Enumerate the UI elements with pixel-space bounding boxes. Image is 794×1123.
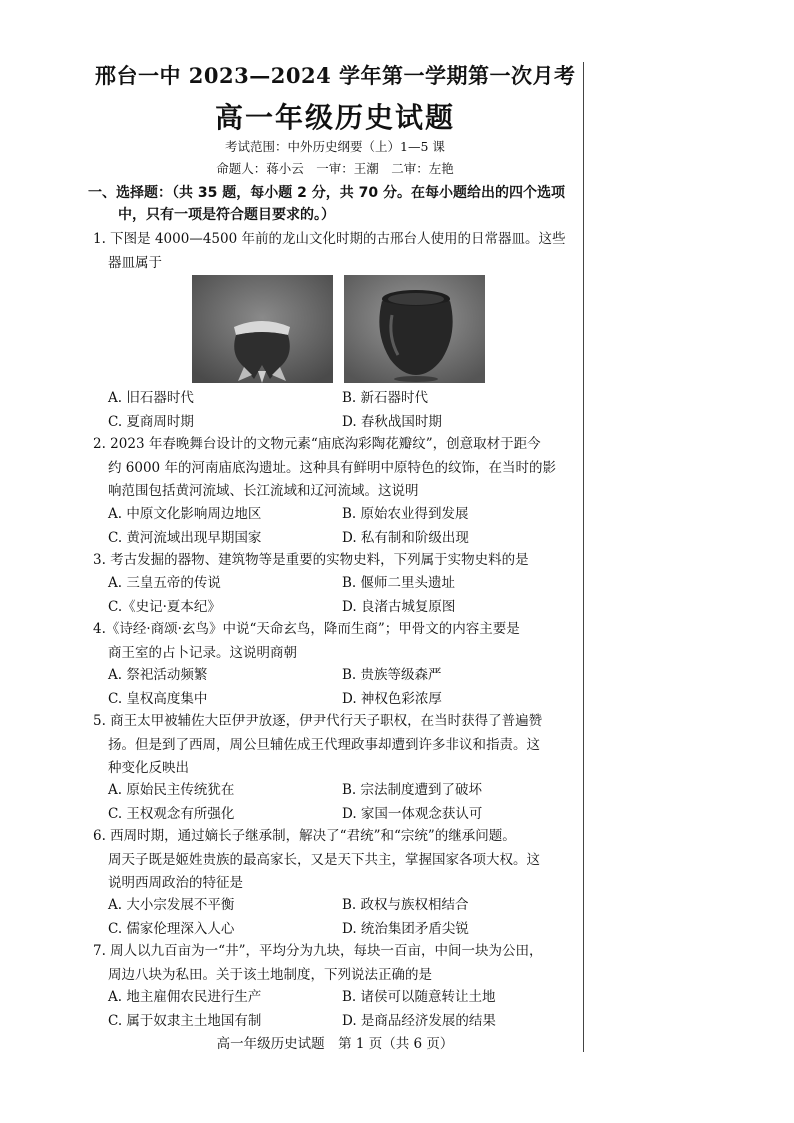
option-c[interactable]: C. 儒家伦理深入人心 bbox=[108, 920, 235, 937]
binding-line bbox=[583, 62, 584, 1052]
option-a[interactable]: A. 原始民主传统犹在 bbox=[108, 782, 235, 798]
question-6-line: 说明西周政治的特征是 bbox=[108, 875, 243, 891]
page-footer: 高一年级历史试题 第 1 页（共 6 页） bbox=[216, 1036, 454, 1052]
question-2-line: 响范围包括黄河流域、长江流域和辽河流域。这说明 bbox=[108, 483, 419, 499]
question-1-line: 1. 下图是 4000—4500 年前的龙山文化时期的古邢台人使用的日常器皿。这些 bbox=[93, 231, 566, 247]
option-a[interactable]: A. 大小宗发展不平衡 bbox=[108, 897, 235, 913]
pottery-photos bbox=[192, 275, 485, 383]
option-c[interactable]: C. 王权观念有所强化 bbox=[108, 805, 235, 822]
question-4-options bbox=[108, 664, 578, 711]
option-d[interactable]: D. 家国一体观念获认可 bbox=[342, 805, 483, 822]
option-a[interactable]: A. 中原文化影响周边地区 bbox=[108, 506, 262, 522]
option-b[interactable]: B. 偃师二里头遗址 bbox=[342, 575, 456, 591]
option-d[interactable]: D. 良渚古城复原图 bbox=[342, 598, 456, 615]
question-7-line: 7. 周人以九百亩为一“井”，平均分为九块，每块一百亩，中间一块为公田， bbox=[93, 943, 543, 959]
option-b[interactable]: B. 新石器时代 bbox=[342, 390, 429, 406]
question-5-line: 种变化反映出 bbox=[108, 760, 189, 776]
exam-scope: 考试范围：中外历史纲要（上）1—5 课 bbox=[225, 139, 445, 154]
section-heading-line2: 中，只有一项是符合题目要求的。） bbox=[118, 207, 335, 223]
question-2-options bbox=[108, 503, 578, 550]
option-c[interactable]: C.《史记·夏本纪》 bbox=[108, 598, 221, 615]
section-heading bbox=[88, 182, 578, 226]
question-5-options bbox=[108, 779, 578, 826]
question-3-options bbox=[108, 572, 578, 619]
question-7 bbox=[93, 940, 573, 987]
question-2-line: 2. 2023 年春晚舞台设计的文物元素“庙底沟彩陶花瓣纹”，创意取材于距今 bbox=[93, 436, 541, 452]
option-a[interactable]: A. 三皇五帝的传说 bbox=[108, 575, 221, 591]
question-1 bbox=[93, 228, 573, 275]
option-d[interactable]: D. 是商品经济发展的结果 bbox=[342, 1012, 496, 1029]
option-c[interactable]: C. 夏商周时期 bbox=[108, 413, 194, 430]
section-heading-line1: 一、选择题：（共 35 题，每小题 2 分，共 70 分。在每小题给出的四个选项 bbox=[88, 185, 565, 201]
question-1-options bbox=[108, 387, 578, 434]
exam-authors: 命题人：蒋小云 一审：王潮 二审：左艳 bbox=[216, 161, 454, 176]
question-5-line: 扬。但是到了西周，周公旦辅佐成王代理政事却遭到许多非议和指责。这 bbox=[108, 736, 540, 753]
question-4-line: 4.《诗经·商颂·玄鸟》中说“天命玄鸟，降而生商”；甲骨文的内容主要是 bbox=[93, 621, 520, 637]
option-a[interactable]: A. 地主雇佣农民进行生产 bbox=[108, 989, 262, 1005]
question-4-line: 商王室的占卜记录。这说明商朝 bbox=[108, 644, 297, 661]
option-a[interactable]: A. 旧石器时代 bbox=[108, 390, 194, 406]
question-3-line: 3. 考古发掘的器物、建筑物等是重要的实物史料，下列属于实物史料的是 bbox=[93, 552, 529, 568]
question-1-line: 器皿属于 bbox=[108, 254, 162, 271]
question-2 bbox=[93, 433, 573, 504]
option-d[interactable]: D. 私有制和阶级出现 bbox=[342, 529, 469, 546]
option-c[interactable]: C. 黄河流域出现早期国家 bbox=[108, 529, 262, 546]
option-d[interactable]: D. 神权色彩浓厚 bbox=[342, 690, 442, 707]
option-b[interactable]: B. 宗法制度遭到了破坏 bbox=[342, 782, 483, 798]
option-a[interactable]: A. 祭祀活动频繁 bbox=[108, 667, 208, 683]
option-b[interactable]: B. 原始农业得到发展 bbox=[342, 506, 469, 522]
pottery-tripod-photo bbox=[192, 275, 333, 383]
question-5 bbox=[93, 710, 573, 781]
option-b[interactable]: B. 贵族等级森严 bbox=[342, 667, 442, 683]
question-6-line: 周天子既是姬姓贵族的最高家长，又是天下共主，掌握国家各项大权。这 bbox=[108, 851, 540, 868]
option-d[interactable]: D. 统治集团矛盾尖锐 bbox=[342, 920, 469, 937]
option-c[interactable]: C. 皇权高度集中 bbox=[108, 690, 208, 707]
question-6 bbox=[93, 825, 573, 896]
question-6-options bbox=[108, 894, 578, 941]
question-5-line: 5. 商王太甲被辅佐大臣伊尹放逐，伊尹代行天子职权，在当时获得了普遍赞 bbox=[93, 713, 543, 729]
question-7-line: 周边八块为私田。关于该土地制度，下列说法正确的是 bbox=[108, 966, 432, 983]
exam-title: 邢台一中 2023—2024 学年第一学期第一次月考 bbox=[95, 63, 576, 88]
option-d[interactable]: D. 春秋战国时期 bbox=[342, 413, 442, 430]
option-b[interactable]: B. 诸侯可以随意转让土地 bbox=[342, 989, 496, 1005]
pottery-jar-photo bbox=[344, 275, 485, 383]
option-b[interactable]: B. 政权与族权相结合 bbox=[342, 897, 469, 913]
question-7-options bbox=[108, 986, 578, 1033]
question-2-line: 约 6000 年的河南庙底沟遗址。这种具有鲜明中原特色的纹饰，在当时的影 bbox=[108, 459, 556, 476]
question-4 bbox=[93, 618, 573, 665]
option-c[interactable]: C. 属于奴隶主土地国有制 bbox=[108, 1012, 262, 1029]
question-6-line: 6. 西周时期，通过嫡长子继承制，解决了“君统”和“宗统”的继承问题。 bbox=[93, 828, 516, 844]
question-3 bbox=[93, 549, 573, 573]
exam-subject-title: 高一年级历史试题 bbox=[214, 101, 455, 134]
